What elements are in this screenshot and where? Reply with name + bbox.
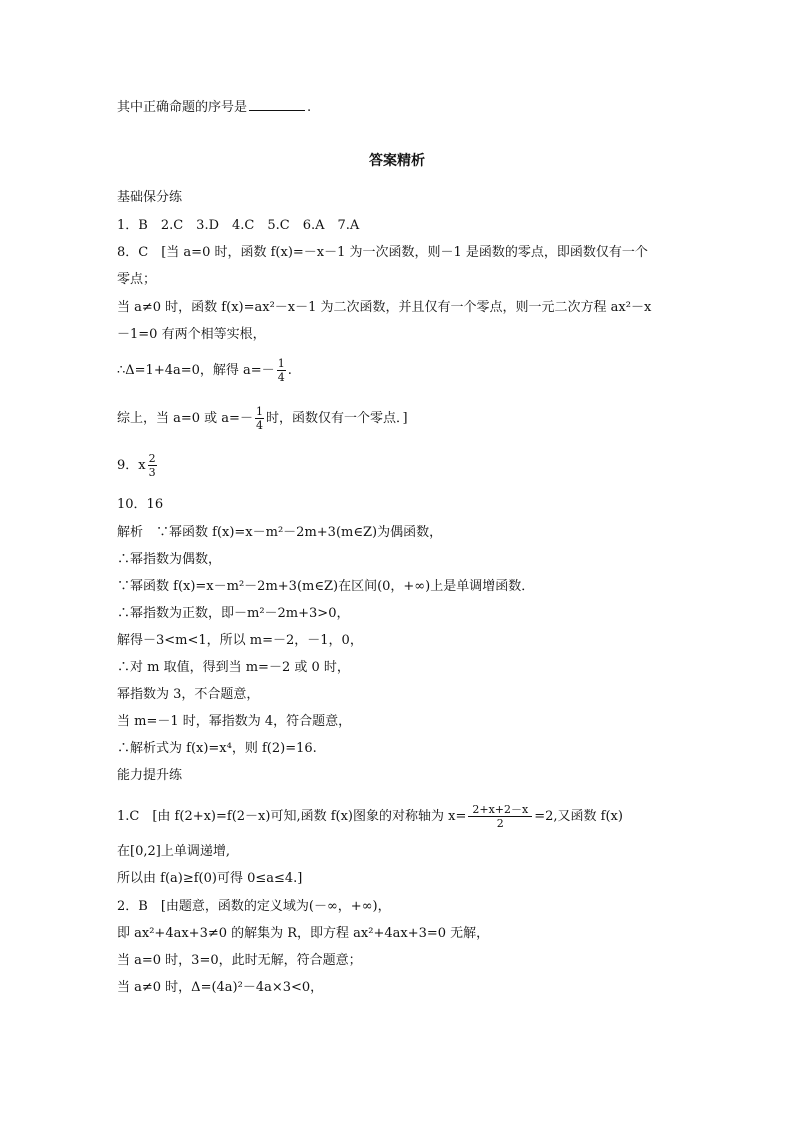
- answer-line: 即 ax²+4ax+3≠0 的解集为 R，即方程 ax²+4ax+3=0 无解，: [117, 926, 490, 941]
- answer-line: 解析 ∵幂函数 f(x)=x－m²－2m+3(m∈Z)为偶函数，: [117, 525, 443, 540]
- answer-line: [117, 803, 623, 830]
- answer-line: 当 m=－1 时，幂指数为 4，符合题意，: [117, 714, 352, 729]
- fraction-numerator: 2+x+2－x: [472, 803, 529, 816]
- answer-line: 10．16: [117, 497, 164, 512]
- line-text: 时，函数仅有一个零点．]: [265, 411, 408, 426]
- answer-line: [117, 452, 159, 479]
- answer-line: 在[0,2]上单调递增,: [117, 844, 230, 859]
- answer-line: ∵幂函数 f(x)=x－m²－2m+3(m∈Z)在区间(0，+∞)上是单调增函数．: [117, 579, 535, 594]
- fraction-denominator: 2: [468, 816, 532, 830]
- answer-line: [117, 405, 408, 432]
- line-text: 其中正确命题的序号是: [117, 100, 248, 115]
- line-text: 1.C [由 f(2+x)=f(2－x)可知,函数 f(x)图象的对称轴为 x=: [117, 809, 467, 824]
- answer-line: 当 a=0 时，3=0，此时无解，符合题意；: [117, 953, 362, 968]
- answer-line: 1．B 2.C 3.D 4.C 5.C 6.A 7.A: [117, 218, 360, 233]
- answer-blank: [249, 98, 305, 111]
- answer-line: 当 a≠0 时，Δ=(4a)²－4a×3<0，: [117, 980, 324, 995]
- fraction: [148, 452, 157, 479]
- fraction-numerator: 1: [277, 357, 285, 370]
- fraction-denominator: 3: [148, 466, 156, 479]
- answer-line: ∴幂指数为偶数，: [117, 552, 222, 567]
- line-text: =2,又函数 f(x): [534, 809, 623, 824]
- answer-line: ∴解析式为 f(x)=x⁴，则 f(2)=16.: [117, 741, 317, 756]
- section-title: 答案精析: [369, 153, 425, 169]
- line-text: 综上，当 a=0 或 a=－: [117, 411, 253, 426]
- fraction-numerator: 2: [148, 452, 156, 465]
- subsection-heading: 基础保分练: [117, 190, 183, 205]
- answer-line: 幂指数为 3，不合题意，: [117, 687, 260, 702]
- line-text: .: [287, 363, 292, 378]
- line-text: .: [307, 100, 312, 115]
- answer-line: －1=0 有两个相等实根，: [117, 327, 266, 342]
- line-text: 9．x: [117, 458, 146, 473]
- fraction: [277, 357, 286, 384]
- fraction: [255, 405, 264, 432]
- fraction: [468, 803, 532, 830]
- answer-line: 所以由 f(a)≥f(0)可得 0≤a≤4.]: [117, 871, 303, 886]
- answer-line: 8．C [当 a=0 时，函数 f(x)=－x－1 为一次函数，则－1 是函数的零点，即函数仅有一个: [117, 245, 648, 260]
- question-line: [117, 98, 311, 116]
- answer-line: 2．B [由题意，函数的定义域为(－∞，+∞)，: [117, 899, 391, 914]
- answer-line: ∴对 m 取值，得到当 m=－2 或 0 时，: [117, 660, 350, 675]
- answer-line: 零点；: [117, 272, 157, 287]
- answer-line: [117, 357, 292, 384]
- fraction-denominator: 4: [255, 419, 263, 432]
- line-text: ∴Δ=1+4a=0，解得 a=－: [117, 363, 275, 378]
- subsection-heading: 能力提升练: [117, 768, 183, 783]
- answer-line: 解得－3<m<1，所以 m=－2，－1，0，: [117, 633, 363, 648]
- answer-line: 当 a≠0 时，函数 f(x)=ax²－x－1 为二次函数，并且仅有一个零点，则一元二次方程 ax²－x: [117, 300, 652, 315]
- answer-line: ∴幂指数为正数，即－m²－2m+3>0，: [117, 606, 350, 621]
- fraction-denominator: 4: [277, 371, 285, 384]
- fraction-numerator: 1: [255, 405, 263, 418]
